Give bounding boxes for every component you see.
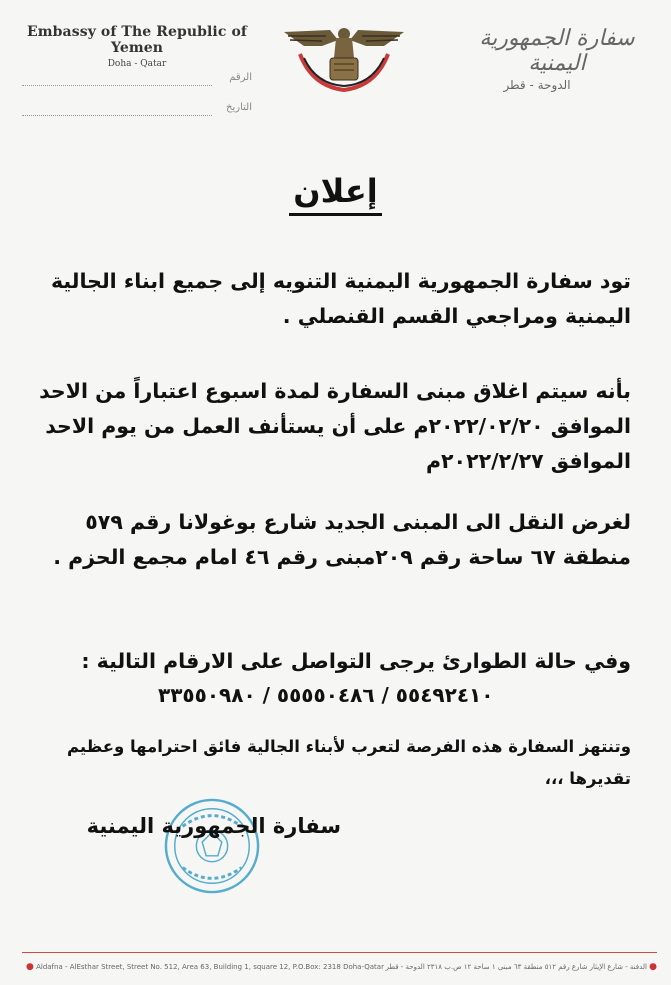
paragraph-emergency: وفي حالة الطوارئ يرجى التواصل على الارقام التالية : [81, 649, 631, 673]
reference-label: الرقم [229, 72, 252, 83]
emergency-phone-numbers: ٥٥٤٩٢٤١٠ / ٥٥٥٥٠٤٨٦ / ٣٣٥٥٠٩٨٠ [158, 683, 494, 707]
english-header [22, 24, 252, 69]
arabic-header [457, 26, 657, 92]
embassy-arabic-city: الدوحة - قطر [503, 78, 571, 92]
embassy-round-stamp-icon [163, 797, 261, 895]
signature-embassy-name: سفارة الجمهورية اليمنية [86, 814, 341, 838]
footer-address-arabic-text: الدفنة - شارع الإيثار شارع رقم ٥١٢ منطقة ٦٣ مبنى ١ ساحة ١٢ ص.ب ٢٣١٨ الدوحة - قطر [385, 963, 647, 971]
paragraph-new-address: لغرض النقل الى المبنى الجديد شارع بوغولانا رقم ٥٧٩ منطقة ٦٧ ساحة رقم ٢٠٩مبنى رقم ٤٦ امام مجمع الحزم . [53, 510, 631, 569]
date-line [22, 104, 252, 118]
footer-address-english [26, 962, 384, 972]
date-label: التاريخ [226, 102, 252, 113]
location-pin-icon: ● [649, 962, 657, 972]
embassy-arabic-title: سفارة الجمهورية اليمنية [479, 26, 635, 76]
announcement-title-text: إعلان [289, 172, 381, 216]
letterhead [0, 0, 671, 130]
footer [0, 952, 671, 985]
embassy-english-city: Doha - Qatar [107, 59, 167, 69]
paragraph-closure-dates: بأنه سيتم اغلاق مبنى السفارة لمدة اسبوع اعتباراً من الاحد الموافق ٢٠٢٢/٠٢/٢٠م على أن يستأنف العمل من يوم الاحد الموافق ٢٠٢٢/٢/٢٧م [39, 379, 631, 473]
paragraph-closing: وتنتهز السفارة هذه الفرصة لتعرب لأبناء الجالية فائق احترامها وعظيم تقديرها ،،، [66, 737, 631, 788]
embassy-english-title: Embassy of The Republic of Yemen [26, 24, 248, 56]
footer-divider [22, 952, 657, 953]
yemen-eagle-emblem-icon [282, 24, 406, 96]
announcement-title [0, 172, 671, 210]
paragraph-intro: تود سفارة الجمهورية اليمنية التنويه إلى جميع ابناء الجالية اليمنية ومراجعي القسم القنصلي . [50, 269, 631, 328]
footer-address-english-text: Aldafna - AlEsthar Street, Street No. 512, Area 63, Building 1, square 12, P.O.Box: 2318 Doha-Qatar [36, 963, 384, 971]
location-pin-icon: ● [26, 962, 34, 972]
footer-address-arabic [386, 962, 657, 972]
reference-number-line [22, 74, 252, 88]
